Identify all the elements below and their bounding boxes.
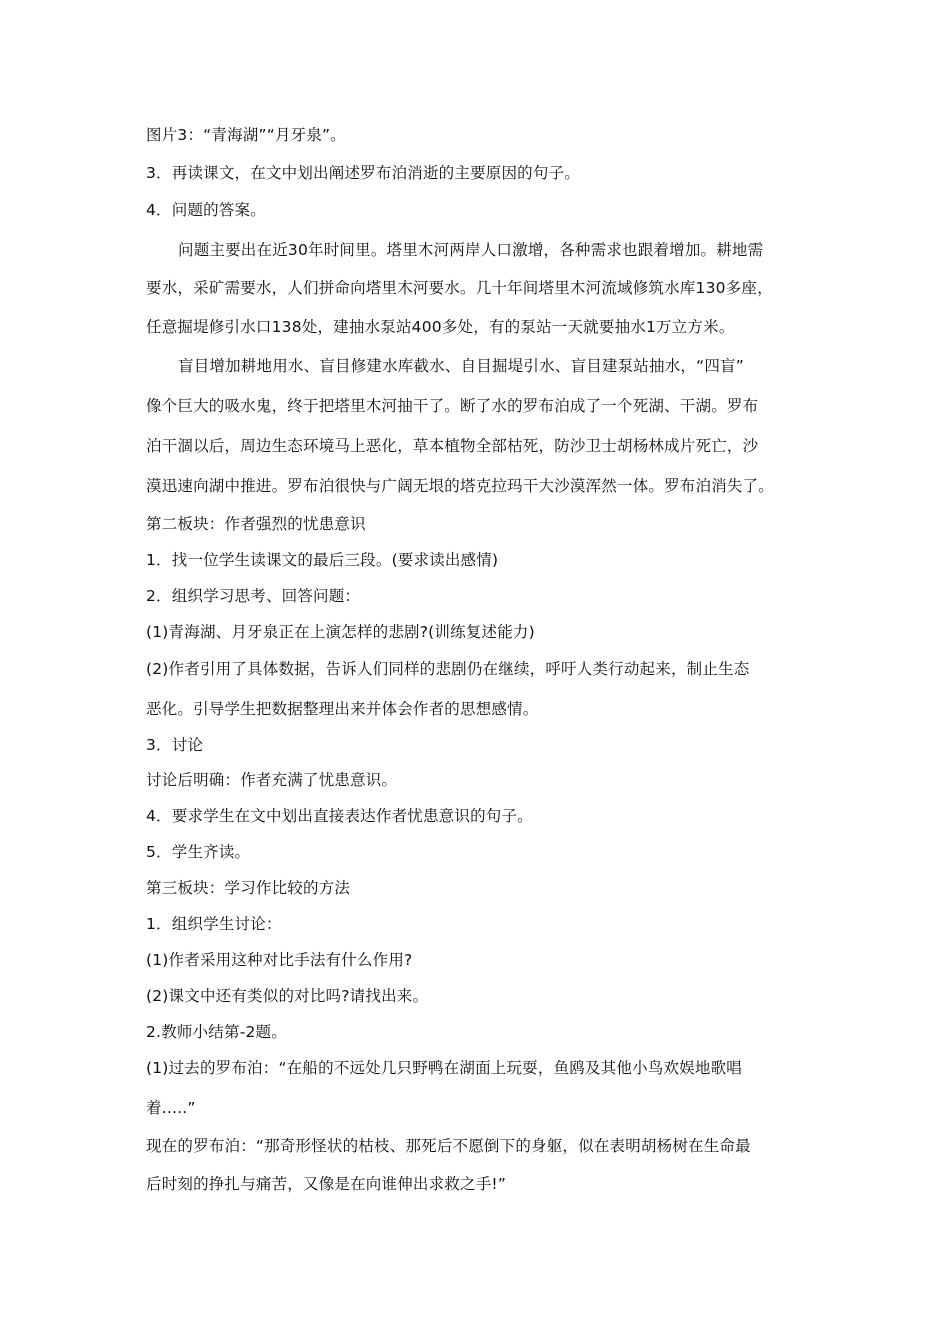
text-line: 4．要求学生在文中划出直接表达作者忧患意识的句子。 bbox=[146, 807, 533, 825]
text-line: 盲目增加耕地用水、盲目修建水库截水、自目掘堤引水、盲目建泵站抽水，“四盲” bbox=[178, 357, 744, 375]
text-line: 3．再读课文，在文中划出阐述罗布泊消逝的主要原因的句子。 bbox=[146, 164, 580, 182]
text-line: (2)作者引用了具体数据，告诉人们同样的悲剧仍在继续，呼吁人类行动起来，制止生态 bbox=[146, 660, 750, 678]
text-line: (1)过去的罗布泊：“在船的不远处几只野鸭在湖面上玩耍，鱼鸥及其他小鸟欢娱地歌唱 bbox=[146, 1059, 742, 1077]
text-line: 后时刻的挣扎与痛苦，又像是在向谁伸出求救之手!” bbox=[146, 1175, 507, 1193]
text-line: 要水，采矿需要水，人们拼命向塔里木河要水。几十年间塔里木河流域修筑水库130多座， bbox=[146, 279, 773, 297]
text-line: (1)作者采用这种对比手法有什么作用? bbox=[146, 951, 413, 969]
text-line: 1．找一位学生读课文的最后三段。(要求读出感情) bbox=[146, 551, 499, 569]
text-line: 5．学生齐读。 bbox=[146, 843, 251, 861]
text-line: 2．组织学习思考、回答问题： bbox=[146, 587, 361, 605]
text-line: 图片3：“青海湖”“月牙泉”。 bbox=[146, 126, 346, 144]
text-line: 问题主要出在近30年时间里。塔里木河两岸人口激增，各种需求也跟着增加。耕地需 bbox=[178, 241, 764, 259]
text-line: (1)青海湖、月牙泉正在上演怎样的悲剧?(训练复述能力) bbox=[146, 623, 535, 641]
section-heading: 第三板块：学习作比较的方法 bbox=[146, 879, 351, 897]
text-line: 泊干涸以后，周边生态环境马上恶化，草本植物全部枯死，防沙卫士胡杨林成片死亡，沙 bbox=[146, 437, 759, 455]
text-line: 3．讨论 bbox=[146, 736, 204, 754]
text-line: 1．组织学生讨论： bbox=[146, 915, 282, 933]
text-line: 像个巨大的吸水鬼，终于把塔里木河抽干了。断了水的罗布泊成了一个死湖、干湖。罗布 bbox=[146, 397, 759, 415]
text-line: 讨论后明确：作者充满了忧患意识。 bbox=[146, 771, 398, 789]
text-line: 现在的罗布泊：“那奇形怪状的枯枝、那死后不愿倒下的身躯，似在表明胡杨树在生命最 bbox=[146, 1137, 751, 1155]
text-line: 漠迅速向湖中推进。罗布泊很快与广阔无垠的塔克拉玛干大沙漠浑然一体。罗布泊消失了。 bbox=[146, 477, 775, 495]
text-line: (2)课文中还有类似的对比吗?请找出来。 bbox=[146, 987, 429, 1005]
text-line: 4．问题的答案。 bbox=[146, 201, 266, 219]
text-line: 恶化。引导学生把数据整理出来并体会作者的思想感情。 bbox=[146, 700, 539, 718]
text-line: 2.教师小结第-2题。 bbox=[146, 1023, 287, 1041]
section-heading: 第二板块：作者强烈的忧患意识 bbox=[146, 515, 366, 533]
text-line: 任意掘堤修引水口138处，建抽水泵站400多处，有的泵站一天就要抽水1万立方米。 bbox=[146, 318, 735, 336]
text-line: 着.....” bbox=[146, 1099, 196, 1117]
